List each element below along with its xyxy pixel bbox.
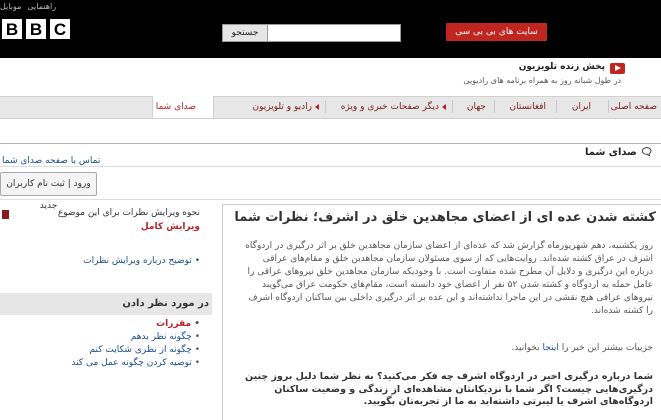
top-link-help[interactable]: راهنمایی (27, 2, 57, 11)
article-body: روز یکشنبه، دهم شهریورماه گزارش شد که عده‌ای از اعضای سازمان مجاهدین خلق بر اثر درگیری در اردوگاه اشرف در عراق کشته شده‌اند. روایت‌هایی که از سوی مسئولان سازمان مجاهدین خلق و مقام‌های عراقی درباره این درگیری و دلایل آن مطرح شده متفاوت است. با وجودیکه سازمان مجاهدین خلق نیروهای عراقی را عامل حمله به اردوگاه و کشته شدن ۵۲ نفر از اعضای خود دانسته است، مقام‌های حکومت عراق می‌گویند نیروهای عراقی هیچ نقشی در این ماجرا نداشته‌اند و این عده بر اثر درگیری داخلی بین ساکنان اردوگاه اشرف را کشته شده‌اند. (245, 241, 653, 316)
search-button[interactable]: جستجو (222, 24, 268, 42)
nav-divider (608, 100, 609, 113)
logo-letter: C (50, 19, 70, 39)
edit-help-link[interactable]: • توضیح درباره ویرایش نظرات (83, 256, 200, 266)
article-more-prefix: جزییات بیشتر این خبر را (561, 343, 653, 353)
chevron-left-icon (315, 104, 319, 110)
edit-mode-status: ویرایش کامل (140, 222, 200, 232)
live-tv-promo[interactable] (455, 61, 625, 91)
nav-world[interactable]: جهان (466, 102, 486, 112)
nav-other-pages-label: دیگر صفحات خبری و ویژه (340, 102, 439, 112)
top-link-mobile[interactable]: موبایل (0, 2, 22, 11)
nav-iran[interactable]: ایران (571, 102, 591, 112)
nav-divider (325, 100, 326, 113)
speech-bubble-icon: 🗨 (640, 147, 653, 158)
nav-divider (494, 100, 495, 113)
link-how-to-comment[interactable]: • چگونه نظر بدهم (5, 331, 200, 344)
section-title-text: صدای شما (585, 147, 637, 158)
play-icon (610, 63, 625, 74)
nav-afghanistan[interactable]: افغانستان (509, 102, 546, 112)
nav-radio-tv[interactable] (253, 97, 319, 118)
live-tv-subtitle: در طول شبانه روز به همراه برنامه های رادیویی (463, 76, 621, 85)
nav-radio-tv-label: رادیو و تلویزیون (252, 102, 312, 112)
commenting-box-title: در مورد نظر دادن (122, 298, 209, 309)
logo-letter: B (2, 19, 22, 39)
article-more-suffix: بخوانید. (511, 343, 540, 353)
edit-mode-title: نحوه ویرایش نظرات برای این موضوع (57, 208, 200, 218)
nav-divider (452, 100, 453, 113)
link-rules[interactable]: • مقررات (5, 318, 200, 331)
article-question: شما درباره درگیری اخیر در اردوگاه اشرف چه فکر می‌کنید؟ به نظر شما دلیل بروز چنین درگیری‌هایی چیست؟ اگر شما با نزدیکانتان مشاهده‌ای از زندگی و وضعیت ساکنان اردوگاه‌های اشرف یا لیبرتی داشته‌اید به ما از تجربه‌تان بگویید. (245, 371, 653, 407)
nav-divider (556, 100, 557, 113)
top-links (0, 2, 60, 16)
chevron-left-icon (442, 104, 446, 110)
bbc-sites-button[interactable]: سایت های بی بی سی (446, 23, 547, 41)
section-title (585, 147, 653, 158)
nav-other-pages[interactable] (341, 97, 446, 118)
divider (0, 199, 661, 200)
contact-link[interactable]: تماس با صفحه صدای شما (2, 156, 101, 166)
search-input[interactable] (268, 24, 401, 42)
commenting-links (5, 318, 200, 370)
main-nav (0, 96, 661, 119)
nav-your-voice[interactable]: صدای شما (155, 102, 196, 112)
article-more (243, 343, 653, 353)
bbc-logo[interactable] (2, 19, 70, 39)
link-how-to-complain[interactable]: • چگونه از نظری شکایت کنم (5, 344, 200, 357)
search-bar (222, 24, 401, 42)
link-recommend-info[interactable]: • توصیه کردن چگونه عمل می کند (5, 357, 200, 370)
article-title: کشته شدن عده ای از اعضای مجاهدین خلق در اشرف؛ نظرات شما (234, 210, 656, 225)
login-register-button[interactable]: ورود | ثبت نام کاربران جدید (0, 172, 97, 196)
nav-home[interactable]: صفحه اصلی (610, 102, 657, 112)
live-tv-title[interactable]: پخش زنده تلویزیون (518, 62, 605, 72)
article-more-link[interactable]: اینجا (542, 343, 559, 353)
logo-letter: B (26, 19, 46, 39)
